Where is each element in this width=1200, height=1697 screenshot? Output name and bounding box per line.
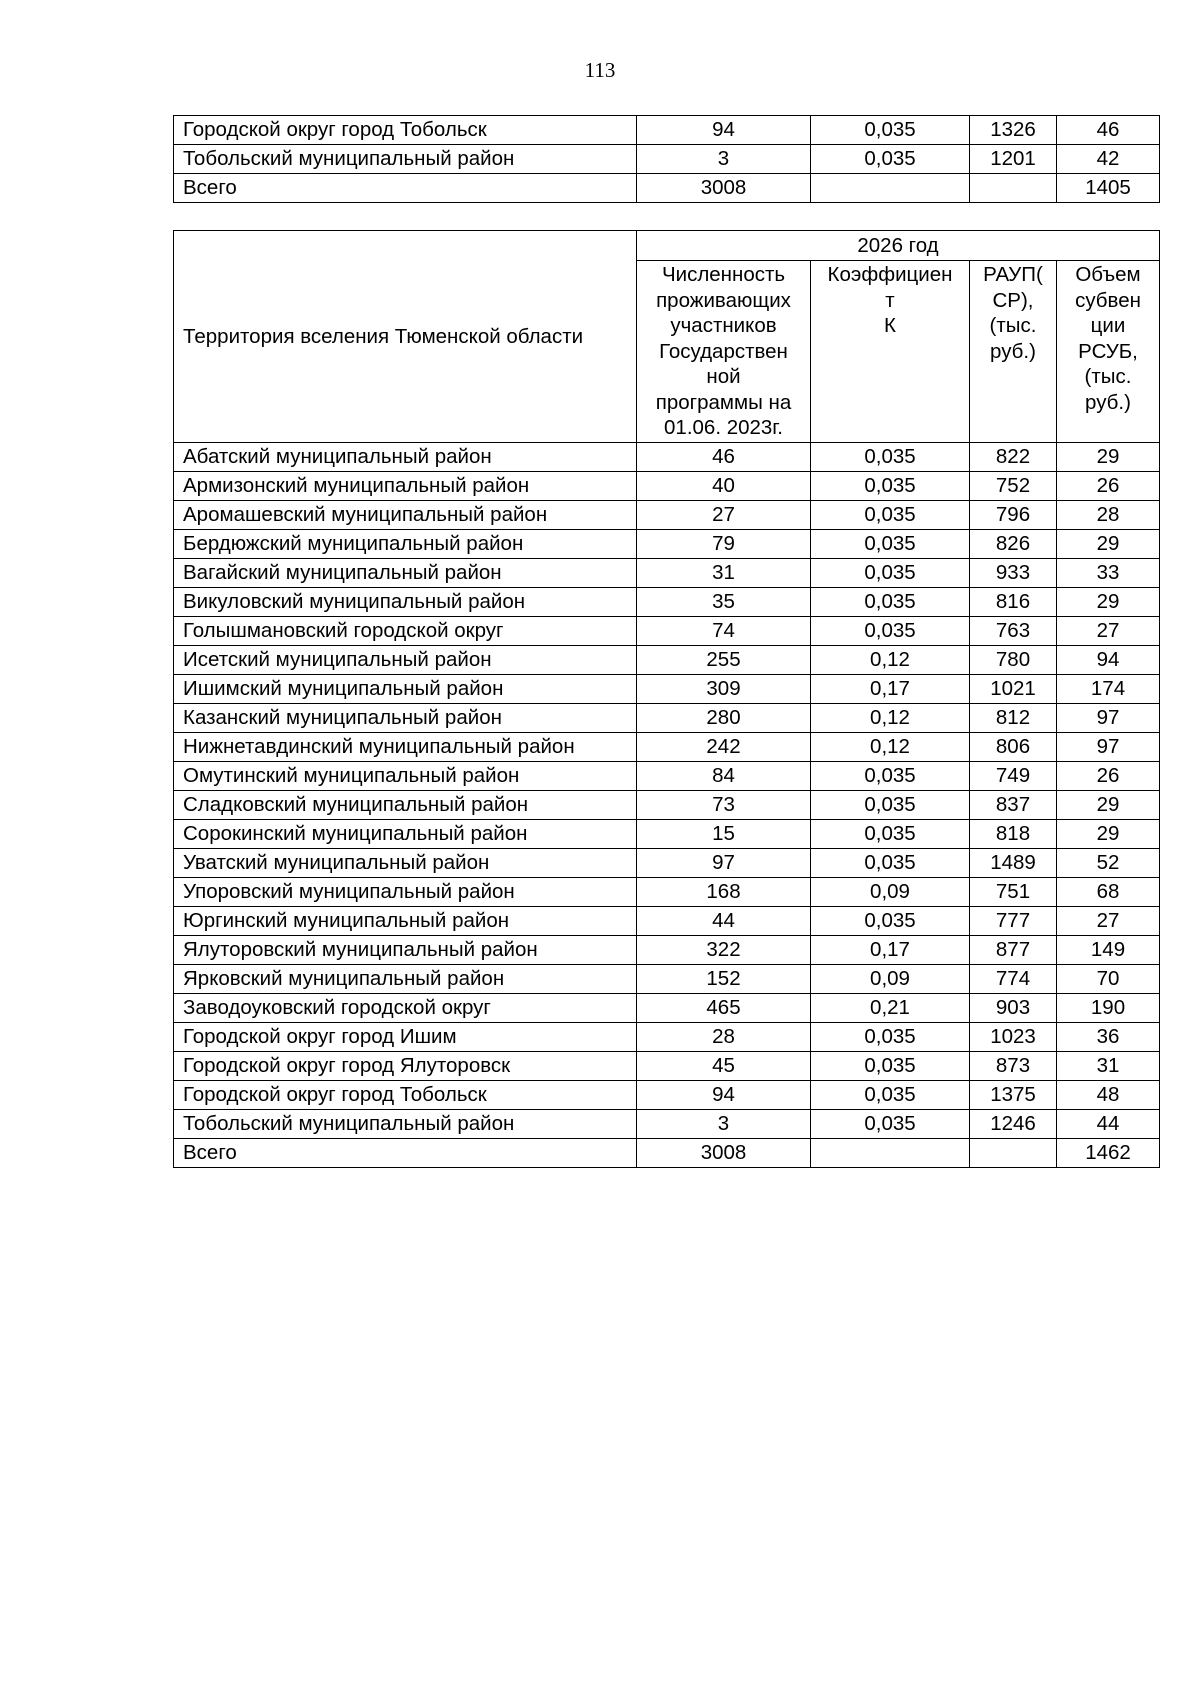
territory-cell: Абатский муниципальный район bbox=[174, 443, 637, 472]
table-row bbox=[174, 849, 1160, 878]
table-row bbox=[174, 1139, 1160, 1168]
subvention-cell: 68 bbox=[1057, 878, 1160, 907]
territory-cell: Всего bbox=[174, 1139, 637, 1168]
subvention-cell: 97 bbox=[1057, 704, 1160, 733]
raup-cell bbox=[970, 174, 1057, 203]
population-cell: 40 bbox=[637, 472, 811, 501]
raup-cell: 1021 bbox=[970, 675, 1057, 704]
population-cell: 3008 bbox=[637, 1139, 811, 1168]
subvention-cell: 174 bbox=[1057, 675, 1160, 704]
territory-cell: Сорокинский муниципальный район bbox=[174, 820, 637, 849]
coefficient-cell: 0,035 bbox=[811, 617, 970, 646]
raup-cell: 877 bbox=[970, 936, 1057, 965]
coefficient-cell: 0,035 bbox=[811, 1052, 970, 1081]
territory-cell: Городской округ город Ялуторовск bbox=[174, 1052, 637, 1081]
population-cell: 94 bbox=[637, 1081, 811, 1110]
raup-cell: 903 bbox=[970, 994, 1057, 1023]
subvention-table-2026 bbox=[173, 230, 1160, 1168]
raup-cell: 763 bbox=[970, 617, 1057, 646]
table-row bbox=[174, 501, 1160, 530]
territory-cell: Заводоуковский городской округ bbox=[174, 994, 637, 1023]
population-cell: 79 bbox=[637, 530, 811, 559]
territory-cell: Бердюжский муниципальный район bbox=[174, 530, 637, 559]
table-row bbox=[174, 878, 1160, 907]
subvention-cell: 27 bbox=[1057, 907, 1160, 936]
population-cell: 97 bbox=[637, 849, 811, 878]
table-row bbox=[174, 1023, 1160, 1052]
subvention-cell: 29 bbox=[1057, 588, 1160, 617]
raup-cell: 873 bbox=[970, 1052, 1057, 1081]
table-row bbox=[174, 1110, 1160, 1139]
subvention-cell: 26 bbox=[1057, 472, 1160, 501]
coefficient-cell: 0,035 bbox=[811, 443, 970, 472]
coefficient-cell: 0,035 bbox=[811, 1081, 970, 1110]
coefficient-cell: 0,035 bbox=[811, 907, 970, 936]
population-cell: 465 bbox=[637, 994, 811, 1023]
subvention-cell: 29 bbox=[1057, 530, 1160, 559]
raup-cell: 933 bbox=[970, 559, 1057, 588]
territory-cell: Аромашевский муниципальный район bbox=[174, 501, 637, 530]
population-cell: 152 bbox=[637, 965, 811, 994]
subvention-cell: 42 bbox=[1057, 145, 1160, 174]
population-cell: 74 bbox=[637, 617, 811, 646]
population-cell: 28 bbox=[637, 1023, 811, 1052]
coefficient-cell: 0,09 bbox=[811, 878, 970, 907]
territory-header: Территория вселения Тюменской области bbox=[174, 231, 637, 443]
population-cell: 94 bbox=[637, 116, 811, 145]
territory-cell: Исетский муниципальный район bbox=[174, 646, 637, 675]
table-row bbox=[174, 1081, 1160, 1110]
population-cell: 168 bbox=[637, 878, 811, 907]
population-cell: 255 bbox=[637, 646, 811, 675]
table-row bbox=[174, 936, 1160, 965]
territory-cell: Всего bbox=[174, 174, 637, 203]
table-row bbox=[174, 820, 1160, 849]
coefficient-cell: 0,12 bbox=[811, 733, 970, 762]
coefficient-cell: 0,09 bbox=[811, 965, 970, 994]
raup-cell: 1375 bbox=[970, 1081, 1057, 1110]
population-cell: 309 bbox=[637, 675, 811, 704]
subvention-cell: 44 bbox=[1057, 1110, 1160, 1139]
subvention-cell: 29 bbox=[1057, 791, 1160, 820]
raup-cell: 777 bbox=[970, 907, 1057, 936]
table-row bbox=[174, 617, 1160, 646]
subvention-cell: 94 bbox=[1057, 646, 1160, 675]
table-row bbox=[174, 733, 1160, 762]
coefficient-cell: 0,035 bbox=[811, 762, 970, 791]
raup-cell: 1489 bbox=[970, 849, 1057, 878]
table-row bbox=[174, 907, 1160, 936]
coefficient-cell bbox=[811, 1139, 970, 1168]
table-row bbox=[174, 675, 1160, 704]
raup-cell bbox=[970, 1139, 1057, 1168]
population-cell: 242 bbox=[637, 733, 811, 762]
subvention-cell: 97 bbox=[1057, 733, 1160, 762]
raup-header: РАУП( СР), (тыс. руб.) bbox=[970, 261, 1057, 443]
table-row bbox=[174, 174, 1160, 203]
population-cell: 3008 bbox=[637, 174, 811, 203]
territory-cell: Сладковский муниципальный район bbox=[174, 791, 637, 820]
subvention-cell: 26 bbox=[1057, 762, 1160, 791]
table-row bbox=[174, 1052, 1160, 1081]
population-cell: 44 bbox=[637, 907, 811, 936]
subvention-cell: 1405 bbox=[1057, 174, 1160, 203]
raup-cell: 812 bbox=[970, 704, 1057, 733]
territory-cell: Омутинский муниципальный район bbox=[174, 762, 637, 791]
coefficient-cell: 0,035 bbox=[811, 791, 970, 820]
territory-cell: Тобольский муниципальный район bbox=[174, 145, 637, 174]
population-cell: 35 bbox=[637, 588, 811, 617]
territory-cell: Юргинский муниципальный район bbox=[174, 907, 637, 936]
raup-cell: 837 bbox=[970, 791, 1057, 820]
territory-cell: Ярковский муниципальный район bbox=[174, 965, 637, 994]
coefficient-cell: 0,21 bbox=[811, 994, 970, 1023]
page-number: 113 bbox=[584, 58, 616, 82]
coefficient-header: Коэффициен т К bbox=[811, 261, 970, 443]
coefficient-cell: 0,035 bbox=[811, 559, 970, 588]
territory-cell: Нижнетавдинский муниципальный район bbox=[174, 733, 637, 762]
table-row bbox=[174, 762, 1160, 791]
territory-cell: Упоровский муниципальный район bbox=[174, 878, 637, 907]
raup-cell: 1246 bbox=[970, 1110, 1057, 1139]
raup-cell: 774 bbox=[970, 965, 1057, 994]
coefficient-cell: 0,035 bbox=[811, 145, 970, 174]
territory-cell: Тобольский муниципальный район bbox=[174, 1110, 637, 1139]
territory-cell: Городской округ город Тобольск bbox=[174, 1081, 637, 1110]
table-body bbox=[174, 443, 1160, 1168]
table-row bbox=[174, 559, 1160, 588]
table-row bbox=[174, 704, 1160, 733]
raup-cell: 1201 bbox=[970, 145, 1057, 174]
raup-cell: 818 bbox=[970, 820, 1057, 849]
coefficient-cell: 0,035 bbox=[811, 472, 970, 501]
subvention-cell: 36 bbox=[1057, 1023, 1160, 1052]
territory-cell: Городской округ город Ишим bbox=[174, 1023, 637, 1052]
subvention-header: Объем субвен ции РСУБ, (тыс. руб.) bbox=[1057, 261, 1160, 443]
population-cell: 46 bbox=[637, 443, 811, 472]
raup-cell: 1023 bbox=[970, 1023, 1057, 1052]
table-header bbox=[174, 231, 1160, 443]
territory-cell: Городской округ город Тобольск bbox=[174, 116, 637, 145]
coefficient-cell: 0,035 bbox=[811, 588, 970, 617]
raup-cell: 826 bbox=[970, 530, 1057, 559]
population-cell: 27 bbox=[637, 501, 811, 530]
territory-cell: Армизонский муниципальный район bbox=[174, 472, 637, 501]
table-row bbox=[174, 472, 1160, 501]
raup-cell: 1326 bbox=[970, 116, 1057, 145]
raup-cell: 816 bbox=[970, 588, 1057, 617]
subvention-cell: 70 bbox=[1057, 965, 1160, 994]
population-cell: 3 bbox=[637, 145, 811, 174]
subvention-cell: 28 bbox=[1057, 501, 1160, 530]
coefficient-cell: 0,17 bbox=[811, 936, 970, 965]
coefficient-cell: 0,12 bbox=[811, 704, 970, 733]
raup-cell: 796 bbox=[970, 501, 1057, 530]
coefficient-cell: 0,12 bbox=[811, 646, 970, 675]
table-row bbox=[174, 530, 1160, 559]
coefficient-cell bbox=[811, 174, 970, 203]
table-row bbox=[174, 646, 1160, 675]
population-cell: 3 bbox=[637, 1110, 811, 1139]
population-cell: 31 bbox=[637, 559, 811, 588]
coefficient-cell: 0,035 bbox=[811, 1110, 970, 1139]
coefficient-cell: 0,035 bbox=[811, 1023, 970, 1052]
subvention-cell: 33 bbox=[1057, 559, 1160, 588]
subvention-cell: 190 bbox=[1057, 994, 1160, 1023]
coefficient-cell: 0,035 bbox=[811, 820, 970, 849]
table-row bbox=[174, 116, 1160, 145]
table-row bbox=[174, 443, 1160, 472]
table-row bbox=[174, 791, 1160, 820]
subvention-cell: 149 bbox=[1057, 936, 1160, 965]
table-row bbox=[174, 965, 1160, 994]
subvention-cell: 31 bbox=[1057, 1052, 1160, 1081]
subvention-cell: 1462 bbox=[1057, 1139, 1160, 1168]
subvention-cell: 27 bbox=[1057, 617, 1160, 646]
territory-cell: Голышмановский городской округ bbox=[174, 617, 637, 646]
continuation-table-body bbox=[174, 116, 1160, 203]
population-cell: 280 bbox=[637, 704, 811, 733]
territory-cell: Вагайский муниципальный район bbox=[174, 559, 637, 588]
table-row bbox=[174, 588, 1160, 617]
coefficient-cell: 0,035 bbox=[811, 501, 970, 530]
table-row bbox=[174, 145, 1160, 174]
territory-cell: Ишимский муниципальный район bbox=[174, 675, 637, 704]
raup-cell: 751 bbox=[970, 878, 1057, 907]
population-cell: 15 bbox=[637, 820, 811, 849]
population-header: Численность проживающих участников Государствен ной программы на 01.06. 2023г. bbox=[637, 261, 811, 443]
subvention-cell: 46 bbox=[1057, 116, 1160, 145]
subvention-cell: 52 bbox=[1057, 849, 1160, 878]
population-cell: 322 bbox=[637, 936, 811, 965]
raup-cell: 780 bbox=[970, 646, 1057, 675]
coefficient-cell: 0,17 bbox=[811, 675, 970, 704]
continuation-table bbox=[173, 115, 1160, 203]
subvention-cell: 29 bbox=[1057, 820, 1160, 849]
population-cell: 45 bbox=[637, 1052, 811, 1081]
raup-cell: 752 bbox=[970, 472, 1057, 501]
raup-cell: 806 bbox=[970, 733, 1057, 762]
coefficient-cell: 0,035 bbox=[811, 116, 970, 145]
territory-cell: Ялуторовский муниципальный район bbox=[174, 936, 637, 965]
table-row bbox=[174, 994, 1160, 1023]
population-cell: 84 bbox=[637, 762, 811, 791]
year-header: 2026 год bbox=[637, 231, 1160, 261]
subvention-cell: 29 bbox=[1057, 443, 1160, 472]
territory-cell: Викуловский муниципальный район bbox=[174, 588, 637, 617]
territory-cell: Уватский муниципальный район bbox=[174, 849, 637, 878]
subvention-cell: 48 bbox=[1057, 1081, 1160, 1110]
population-cell: 73 bbox=[637, 791, 811, 820]
coefficient-cell: 0,035 bbox=[811, 530, 970, 559]
raup-cell: 822 bbox=[970, 443, 1057, 472]
coefficient-cell: 0,035 bbox=[811, 849, 970, 878]
raup-cell: 749 bbox=[970, 762, 1057, 791]
territory-cell: Казанский муниципальный район bbox=[174, 704, 637, 733]
